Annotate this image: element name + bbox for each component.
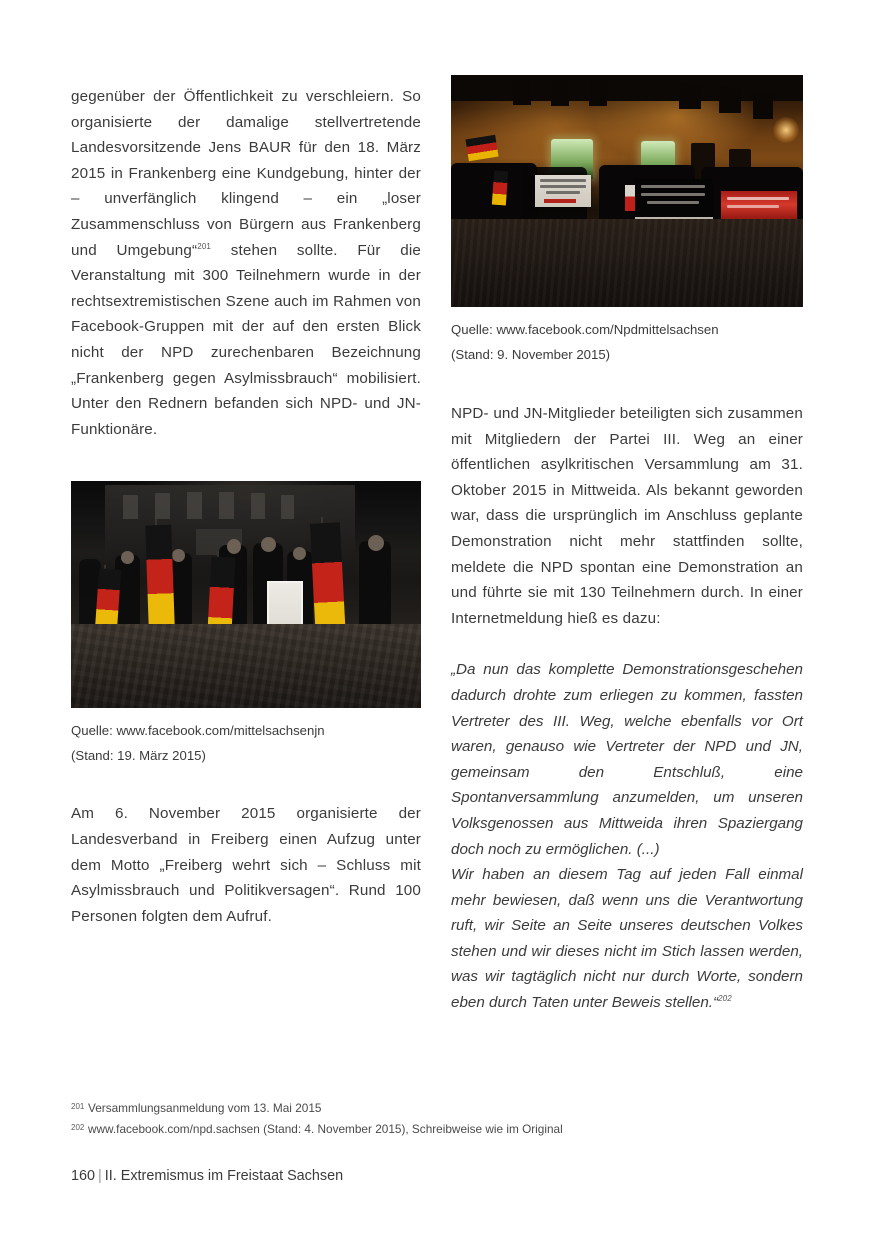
caption-date: (Stand: 19. März 2015) bbox=[71, 747, 206, 763]
facade-window bbox=[123, 495, 138, 519]
facade-window bbox=[753, 93, 773, 119]
left-figure-caption bbox=[71, 719, 421, 768]
left-paragraph-1 bbox=[71, 84, 421, 442]
banner-text-line bbox=[727, 205, 779, 208]
footnotes-section bbox=[71, 1097, 771, 1139]
footer-separator: | bbox=[98, 1168, 102, 1184]
page-footer bbox=[71, 1165, 343, 1187]
facade-window bbox=[589, 80, 607, 106]
facade-window bbox=[679, 83, 701, 109]
footnote-marker-201[interactable]: 201 bbox=[197, 241, 212, 251]
right-quote-block-1: „Da nun das komplette Demonstrationsgeschehen dadurch drohte zum erliegen zu kommen, fassten Vertreter des III. Weg, welche ebenfalls vor Ort waren, genauso wie Vertreter der NPD und JN, gemeinsam den Entschluß, eine Spontanversammlung anzumelden, um unseren Volksgenossen aus Mittweida ihren Spaziergang doch noch zu ermöglichen. (...) bbox=[451, 661, 803, 858]
facade-window bbox=[187, 492, 202, 519]
left-column bbox=[71, 84, 421, 929]
german-flag bbox=[492, 171, 508, 206]
caption-source: Quelle: www.facebook.com/Npdmittelsachsen bbox=[451, 322, 719, 337]
footnote-text: Versammlungsanmeldung vom 13. Mai 2015 bbox=[88, 1101, 322, 1115]
footnote-marker-202[interactable]: 202 bbox=[718, 994, 732, 1003]
german-flag bbox=[465, 135, 498, 161]
footnote-number: 201 bbox=[71, 1102, 85, 1111]
right-figure-caption bbox=[451, 318, 803, 367]
facade-window bbox=[251, 493, 265, 519]
roof-band bbox=[451, 75, 803, 101]
footer-section-title: II. Extremismus im Freistaat Sachsen bbox=[104, 1168, 344, 1184]
banner-text-line bbox=[546, 191, 580, 194]
facade-window bbox=[281, 495, 294, 519]
banner-text-line bbox=[727, 197, 789, 200]
facade-window bbox=[513, 81, 531, 105]
german-flag bbox=[95, 569, 121, 632]
right-quote-block-2 bbox=[451, 862, 803, 1016]
banner-text-line bbox=[647, 201, 699, 204]
figure-flags-lectern bbox=[71, 481, 421, 768]
page-number: 160 bbox=[71, 1168, 96, 1184]
cobblestone-ground bbox=[451, 219, 803, 307]
facade-window bbox=[155, 493, 170, 519]
left-paragraph-1-text-b: stehen sollte. Für die Veranstaltung mit 300 Teilnehmern wurde in der rechtsextremistischen Szene auch im Rahmen von Facebook-Gruppen mit der auf den ersten Blick nicht der NPD zurechenbaren Bezeichnung „Frankenberg gegen Asylmissbrauch“ mobilisiert. Unter den Rednern befanden sich NPD- und JN-Funktionäre. bbox=[71, 241, 421, 438]
right-column bbox=[451, 75, 803, 1016]
banner-text-line bbox=[641, 193, 705, 196]
banner-red-text-line bbox=[544, 199, 576, 203]
german-flag bbox=[145, 525, 175, 630]
right-quote-block-2-text: Wir haben an diesem Tag auf jeden Fall einmal mehr bewiesen, daß wenn uns die Verantwortung ruft, wir Seite an Seite unseres deutschen Volkes stehen und wir dieses nicht im Stich lassen werden, was wir tagtäglich nicht nur durch Worte, sondern eben durch Taten unter Beweis stellen.“ bbox=[451, 866, 803, 1012]
banner-text-line bbox=[641, 185, 705, 188]
left-paragraph-2: Am 6. November 2015 organisierte der Landesverband in Freiberg einen Aufzug unter dem Motto „Freiberg wehrt sich – Schluss mit Asylmissbrauch und Politikversagen“. Rund 100 Personen folgten dem Aufruf. bbox=[71, 805, 421, 925]
banner-text-line bbox=[540, 179, 586, 182]
caption-source: Quelle: www.facebook.com/mittelsachsenjn bbox=[71, 723, 325, 739]
banner-text-line bbox=[540, 185, 586, 188]
footnote-text: www.facebook.com/npd.sachsen (Stand: 4. November 2015), Schreibweise wie im Original bbox=[88, 1122, 563, 1136]
facade-window bbox=[719, 87, 741, 113]
night-rally-german-flags-lectern-photo bbox=[71, 481, 421, 708]
footnote-item bbox=[71, 1118, 771, 1139]
caption-date: (Stand: 9. November 2015) bbox=[451, 346, 611, 362]
small-flag bbox=[625, 185, 635, 211]
facade-window bbox=[551, 80, 569, 106]
right-paragraph-1: NPD- und JN-Mitglieder beteiligten sich zusammen mit Mitgliedern der Partei III. Weg an einer öffentlichen asylkritischen Versammlung am 31. Oktober 2015 in Mittweida. Als bekannt geworden war, dass die ursprünglich im Anschluss geplante Demonstration nicht mehr stattfinden sollte, meldete die NPD spontan eine Demonstration an und führte sie mit 130 Teilnehmern durch. In einer Internetmeldung hieß es dazu: bbox=[451, 405, 803, 627]
facade-window bbox=[219, 492, 234, 519]
footnote-item bbox=[71, 1097, 771, 1118]
night-rally-banners-building-photo bbox=[451, 75, 803, 307]
figure-rally-banners bbox=[451, 75, 803, 367]
cobblestone-ground bbox=[71, 624, 421, 708]
left-paragraph-1-text-a: gegenüber der Öffentlichkeit zu verschleiern. So organisierte der damalige stellvertretende Landesvorsitzende Jens BAUR für den 18. März 2015 in Frankenberg eine Kundgebung, hinter der – unverfänglich klingend – ein „loser Zusammenschluss von Bürgern aus Frankenberg und Umgebung“ bbox=[71, 88, 421, 259]
footnote-number: 202 bbox=[71, 1123, 85, 1132]
street-lamp-glow bbox=[773, 117, 799, 143]
